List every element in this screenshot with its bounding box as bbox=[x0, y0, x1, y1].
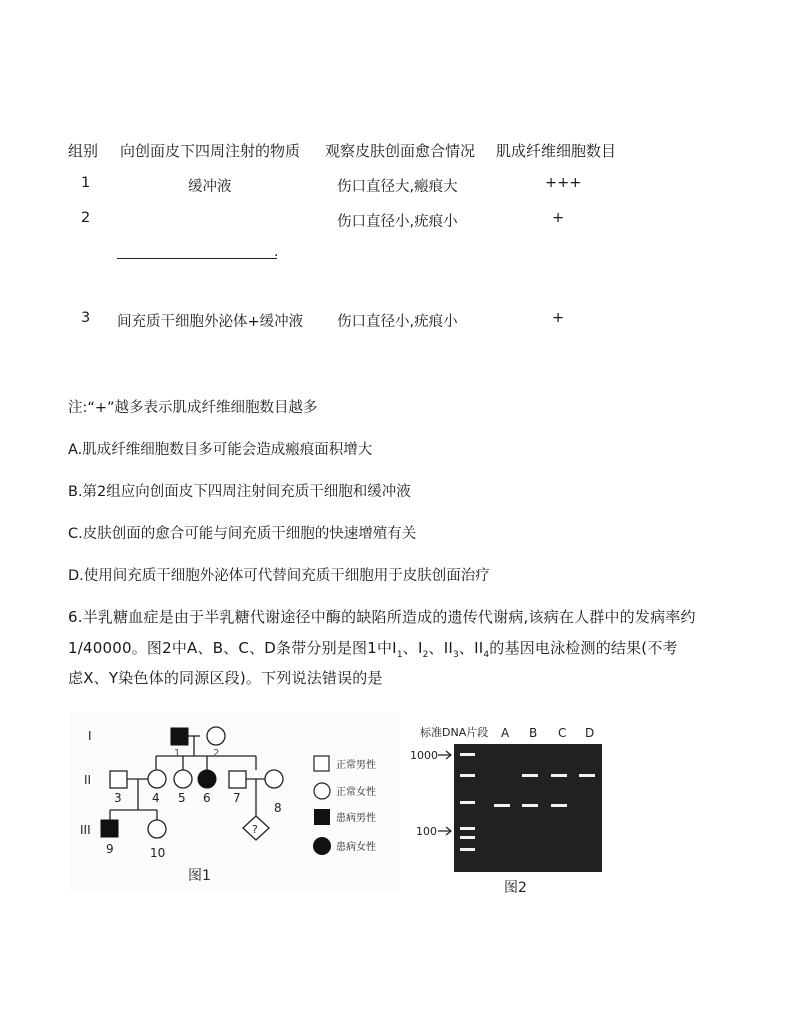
individual-9 bbox=[101, 820, 118, 837]
question6-line2: 1/40000。图2中A、B、C、D条带分别是图1中$I_1$、$I_2$、$II_3$、$II_4$的基因电泳检测的结果(不考 bbox=[68, 639, 678, 660]
table-note: 注:“+”越多表示肌成纤维细胞数目越多 bbox=[68, 400, 318, 416]
row3-group: 3 bbox=[81, 310, 91, 326]
number-1: 1 bbox=[174, 748, 181, 759]
number-2: 2 bbox=[213, 748, 220, 759]
gel-lane-label-c: C bbox=[558, 726, 567, 740]
legend-normal-male: 正常男性 bbox=[336, 760, 376, 771]
row1-count: +++ bbox=[545, 175, 582, 191]
individual-1 bbox=[171, 728, 188, 745]
marker-1000-label: 1000 bbox=[410, 749, 438, 762]
individual-6 bbox=[198, 770, 216, 788]
legend-affected-female-symbol bbox=[313, 837, 331, 855]
band-b-upper bbox=[522, 774, 538, 777]
figure2-caption: 图2 bbox=[504, 880, 527, 896]
gel-lane-label-b: B bbox=[529, 726, 538, 740]
marker-1000-arrow bbox=[438, 751, 451, 759]
question6-line3: 虑X、Y染色体的同源区段)。下列说法错误的是 bbox=[68, 669, 383, 687]
number-9: 9 bbox=[106, 842, 114, 856]
unknown-mark: ? bbox=[252, 823, 258, 836]
legend-affected-female: 患病女性 bbox=[336, 842, 376, 853]
individual-5 bbox=[174, 770, 192, 788]
marker-100-arrow bbox=[438, 827, 451, 835]
gel-figure bbox=[410, 718, 610, 898]
generation-label-ii: II bbox=[84, 773, 92, 787]
table-header-group: 组别 bbox=[68, 142, 99, 160]
band-b-lower bbox=[522, 804, 538, 807]
row2-healing: 伤口直径小,疣痕小 bbox=[337, 214, 458, 230]
number-3: 3 bbox=[114, 791, 122, 805]
row3-count: + bbox=[552, 310, 565, 326]
question6-line1: 6.半乳糖血症是由于半乳糖代谢途径中酶的缺陷所造成的遗传代谢病,该病在人群中的发病率约 bbox=[68, 608, 696, 626]
blank-suffix: . bbox=[274, 244, 279, 260]
gel-lane-title: 标准DNA片段 bbox=[420, 726, 489, 739]
gel-lane-label-d: D bbox=[585, 726, 595, 740]
legend-affected-male-symbol bbox=[314, 809, 330, 825]
individual-4 bbox=[148, 770, 166, 788]
row1-group: 1 bbox=[81, 175, 91, 191]
generation-label-iii: III bbox=[80, 823, 91, 837]
number-7: 7 bbox=[233, 791, 241, 805]
marker-100-label: 100 bbox=[416, 825, 437, 838]
option-c: C.皮肤创面的愈合可能与间充质干细胞的快速增殖有关 bbox=[68, 526, 417, 542]
individual-8 bbox=[265, 770, 283, 788]
band-a-lower bbox=[494, 804, 510, 807]
fill-in-blank-line bbox=[117, 258, 277, 259]
number-6: 6 bbox=[203, 791, 211, 805]
option-b: B.第2组应向创面皮下四周注射间充质干细胞和缓冲液 bbox=[68, 484, 411, 500]
legend-normal-female-symbol bbox=[314, 783, 330, 799]
table-header-count: 肌成纤维细胞数目 bbox=[496, 142, 617, 160]
row1-substance: 缓冲液 bbox=[188, 179, 232, 195]
individual-3 bbox=[110, 771, 127, 788]
gel-lane-label-a: A bbox=[501, 726, 510, 740]
number-4: 4 bbox=[152, 791, 160, 805]
legend-normal-female: 正常女性 bbox=[336, 787, 376, 798]
legend-normal-male-symbol bbox=[314, 756, 329, 771]
row3-substance: 间充质干细胞外泌体+缓冲液 bbox=[117, 314, 304, 330]
legend-affected-male: 患病男性 bbox=[336, 813, 376, 824]
individual-10 bbox=[148, 820, 166, 838]
table-header-substance: 向创面皮下四周注射的物质 bbox=[120, 142, 301, 160]
row2-group: 2 bbox=[81, 210, 91, 226]
row1-healing: 伤口直径大,瘢痕大 bbox=[337, 179, 458, 195]
number-8: 8 bbox=[274, 801, 282, 815]
individual-7 bbox=[229, 771, 246, 788]
band-c-lower bbox=[551, 804, 567, 807]
option-a: A.肌成纤维细胞数目多可能会造成瘢痕面积增大 bbox=[68, 442, 373, 458]
number-5: 5 bbox=[178, 791, 186, 805]
option-d: D.使用间充质干细胞外泌体可代替间充质干细胞用于皮肤创面治疗 bbox=[68, 568, 490, 584]
table-header-healing: 观察皮肤创面愈合情况 bbox=[325, 142, 476, 160]
number-10: 10 bbox=[150, 846, 166, 860]
band-d-upper bbox=[579, 774, 595, 777]
individual-2 bbox=[207, 727, 225, 745]
band-c-upper bbox=[551, 774, 567, 777]
row3-healing: 伤口直径小,疣痕小 bbox=[337, 314, 458, 330]
pedigree-figure bbox=[70, 712, 400, 892]
generation-label-i: I bbox=[88, 729, 92, 743]
figure1-caption: 图1 bbox=[188, 868, 211, 884]
row2-count: + bbox=[552, 210, 565, 226]
